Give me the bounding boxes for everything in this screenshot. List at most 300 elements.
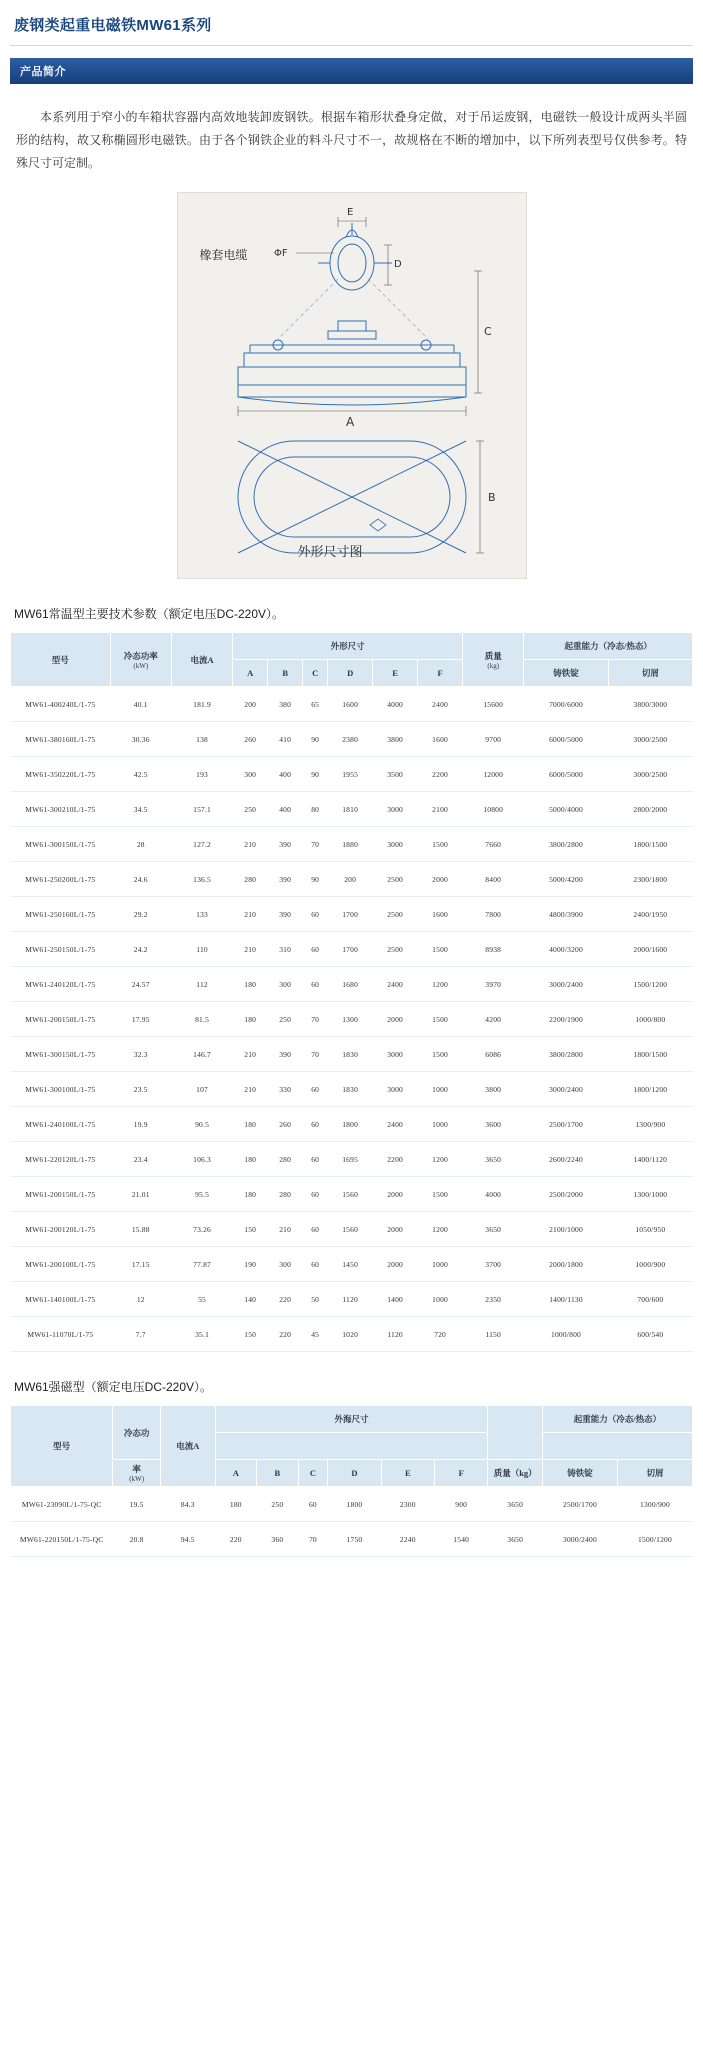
cell-value: 1300: [328, 1002, 373, 1037]
cell-value: 1500: [418, 1037, 463, 1072]
cell-model: MW61-300100L/1-75: [11, 1072, 111, 1107]
cell-value: 2100: [418, 792, 463, 827]
cell-value: 900: [435, 1487, 488, 1522]
th2-weight: [488, 1406, 543, 1460]
cell-model: MW61-400240L/1-75: [11, 687, 111, 722]
cell-model: MW61-380160L/1-75: [11, 722, 111, 757]
cell-value: 1800/1500: [608, 1037, 692, 1072]
th-power: [110, 633, 171, 687]
cell-value: 60: [303, 1072, 328, 1107]
cell-value: 260: [233, 722, 268, 757]
cell-value: 60: [303, 1212, 328, 1247]
cell-value: 3000/2400: [542, 1522, 617, 1557]
cell-value: 9700: [463, 722, 524, 757]
svg-text:B: B: [487, 491, 496, 505]
cell-value: 60: [303, 1107, 328, 1142]
cell-value: 300: [268, 1247, 303, 1282]
th2-dim-spacer: [215, 1433, 488, 1460]
cell-value: 2400/1950: [608, 897, 692, 932]
table-row: [11, 1072, 693, 1107]
cell-value: 2400: [373, 967, 418, 1002]
cell-value: 3000/2400: [524, 1072, 608, 1107]
cell-value: 1810: [328, 792, 373, 827]
th2-dim-d: D: [328, 1460, 381, 1487]
cell-value: 1200: [418, 1142, 463, 1177]
cell-value: 1000/800: [524, 1317, 608, 1352]
cell-value: 180: [215, 1487, 257, 1522]
table-row: [11, 687, 693, 722]
cell-value: 30.36: [110, 722, 171, 757]
th2-power-rate: 率: [132, 1464, 141, 1475]
cell-value: 3800/3000: [608, 687, 692, 722]
cell-value: 15.88: [110, 1212, 171, 1247]
cell-value: 1600: [328, 687, 373, 722]
th-weight-unit: (kg): [487, 661, 500, 670]
th2-dim-b: B: [257, 1460, 299, 1487]
th-dim-b: B: [268, 660, 303, 687]
cell-value: 3800/2800: [524, 827, 608, 862]
th-dim-d: D: [328, 660, 373, 687]
th-power-label: 冷态功率: [123, 650, 158, 661]
dimension-drawing: [177, 192, 527, 579]
th2-current: 电流A: [161, 1406, 216, 1487]
table-row: [11, 1142, 693, 1177]
cell-value: 2000: [373, 1247, 418, 1282]
cell-value: 1020: [328, 1317, 373, 1352]
cell-value: 28: [110, 827, 171, 862]
cell-value: 4000: [373, 687, 418, 722]
cell-value: 2380: [328, 722, 373, 757]
th-power-unit: (kW): [133, 661, 149, 670]
cell-value: 1540: [435, 1522, 488, 1557]
cell-value: 146.7: [171, 1037, 232, 1072]
cell-model: MW61-200120L/1-75: [11, 1212, 111, 1247]
cell-value: 2000: [373, 1177, 418, 1212]
table-row: [11, 722, 693, 757]
cell-value: 70: [303, 827, 328, 862]
cell-value: 1400: [373, 1282, 418, 1317]
th2-lifting-chips: 切屑: [617, 1460, 692, 1487]
cell-value: 2000: [418, 862, 463, 897]
svg-text:E: E: [346, 207, 353, 219]
cell-value: 1300/1000: [608, 1177, 692, 1212]
cell-value: 90.5: [171, 1107, 232, 1142]
title-divider: [10, 45, 693, 46]
cell-model: MW61-240100L/1-75: [11, 1107, 111, 1142]
cell-value: 1700: [328, 897, 373, 932]
cell-value: 15600: [463, 687, 524, 722]
cell-value: 3000: [373, 827, 418, 862]
cell-value: 24.57: [110, 967, 171, 1002]
table-row: [11, 1522, 693, 1557]
cell-value: 70: [298, 1522, 328, 1557]
cell-value: 300: [268, 967, 303, 1002]
cell-value: 1400/1130: [524, 1282, 608, 1317]
cell-value: 330: [268, 1072, 303, 1107]
cell-value: 5000/4200: [524, 862, 608, 897]
cell-value: 12: [110, 1282, 171, 1317]
cell-value: 3000/2400: [524, 967, 608, 1002]
cell-value: 2500/1700: [542, 1487, 617, 1522]
cell-value: 60: [303, 932, 328, 967]
cell-value: 700/600: [608, 1282, 692, 1317]
cell-value: 1400/1120: [608, 1142, 692, 1177]
th-dim-f: F: [418, 660, 463, 687]
th-dim-a: A: [233, 660, 268, 687]
cell-value: 70: [303, 1002, 328, 1037]
cell-value: 3000: [373, 1072, 418, 1107]
cell-value: 220: [268, 1282, 303, 1317]
cell-value: 6000/5000: [524, 757, 608, 792]
cell-value: 107: [171, 1072, 232, 1107]
cell-value: 180: [233, 967, 268, 1002]
cell-value: 5000/4000: [524, 792, 608, 827]
cell-model: MW61-200150L/1-75: [11, 1002, 111, 1037]
figure-container: [10, 192, 693, 579]
cell-value: 1560: [328, 1177, 373, 1212]
cell-value: 6000/5000: [524, 722, 608, 757]
cell-value: 2200: [373, 1142, 418, 1177]
cell-model: MW61-250160L/1-75: [11, 897, 111, 932]
cell-value: 65: [303, 687, 328, 722]
cell-value: 3650: [488, 1487, 543, 1522]
cell-value: 24.2: [110, 932, 171, 967]
cell-value: 7.7: [110, 1317, 171, 1352]
cell-value: 3650: [463, 1212, 524, 1247]
th-lifting: 起重能力（冷态/热态）: [524, 633, 693, 660]
cell-value: 1000: [418, 1247, 463, 1282]
table-row: [11, 1002, 693, 1037]
cell-value: 250: [233, 792, 268, 827]
cell-value: 1200: [418, 1212, 463, 1247]
cell-value: 1560: [328, 1212, 373, 1247]
th-weight: [463, 633, 524, 687]
cell-value: 84.3: [161, 1487, 216, 1522]
table-row: [11, 792, 693, 827]
cell-value: 3000: [373, 792, 418, 827]
cell-value: 60: [303, 1142, 328, 1177]
cell-value: 95.5: [171, 1177, 232, 1212]
cell-value: 140: [233, 1282, 268, 1317]
table-row: [11, 1247, 693, 1282]
cell-value: 8400: [463, 862, 524, 897]
cell-value: 23.5: [110, 1072, 171, 1107]
cell-value: 10800: [463, 792, 524, 827]
th-lifting-ingot: 铸铁锭: [524, 660, 608, 687]
th-dim-c: C: [303, 660, 328, 687]
cell-value: 106.3: [171, 1142, 232, 1177]
cell-value: 720: [418, 1317, 463, 1352]
cell-value: 300: [233, 757, 268, 792]
th2-weight-label: 质量（kg）: [488, 1460, 543, 1487]
cell-value: 60: [298, 1487, 328, 1522]
cell-value: 390: [268, 862, 303, 897]
cell-value: 390: [268, 897, 303, 932]
th2-dim-e: E: [381, 1460, 434, 1487]
table-row: [11, 1037, 693, 1072]
cell-value: 3800/2800: [524, 1037, 608, 1072]
cell-value: 3650: [463, 1142, 524, 1177]
cell-value: 3000/2500: [608, 757, 692, 792]
th2-lifting-ingot: 铸铁锭: [542, 1460, 617, 1487]
cell-value: 1500: [418, 1002, 463, 1037]
cell-value: 400: [268, 757, 303, 792]
cell-value: 1050/950: [608, 1212, 692, 1247]
table-row: [11, 827, 693, 862]
spec-table-normal-head: [11, 633, 693, 687]
th2-power-unit: [113, 1460, 161, 1487]
cell-value: 60: [303, 967, 328, 1002]
cell-value: 29.2: [110, 897, 171, 932]
th2-power-unit-label: (kW): [129, 1475, 145, 1484]
cell-value: 150: [233, 1317, 268, 1352]
cell-value: 136.5: [171, 862, 232, 897]
cell-value: 1000/800: [608, 1002, 692, 1037]
cell-value: 260: [268, 1107, 303, 1142]
cell-value: 1000/900: [608, 1247, 692, 1282]
cell-value: 90: [303, 757, 328, 792]
cell-value: 280: [233, 862, 268, 897]
cell-value: 19.5: [113, 1487, 161, 1522]
cell-value: 17.15: [110, 1247, 171, 1282]
th-weight-label: 质量: [484, 650, 502, 661]
table-row: [11, 1107, 693, 1142]
cell-value: 19.9: [110, 1107, 171, 1142]
cell-value: 3800: [373, 722, 418, 757]
cell-model: MW61-220150L/1-75-QC: [11, 1522, 113, 1557]
cell-value: 1500: [418, 932, 463, 967]
table-row: [11, 1177, 693, 1212]
cell-value: 1300/900: [617, 1487, 692, 1522]
cell-value: 180: [233, 1107, 268, 1142]
cell-value: 110: [171, 932, 232, 967]
cell-model: MW61-140100L/1-75: [11, 1282, 111, 1317]
cell-value: 180: [233, 1142, 268, 1177]
table-row: [11, 757, 693, 792]
svg-text:A: A: [345, 415, 354, 430]
cell-value: 210: [233, 1072, 268, 1107]
cell-value: 3600: [463, 1107, 524, 1142]
cell-value: 250: [257, 1487, 299, 1522]
cell-value: 600/540: [608, 1317, 692, 1352]
cell-value: 210: [268, 1212, 303, 1247]
cell-value: 190: [233, 1247, 268, 1282]
cell-model: MW61-250200L/1-75: [11, 862, 111, 897]
cell-value: 3650: [488, 1522, 543, 1557]
table-row: [11, 897, 693, 932]
cell-value: 410: [268, 722, 303, 757]
section-header-product-intro: 产品简介: [10, 58, 693, 84]
figure-caption: 外形尺寸图: [297, 545, 363, 561]
cell-value: 32.3: [110, 1037, 171, 1072]
cell-value: 1800: [328, 1487, 381, 1522]
cell-value: 60: [303, 1177, 328, 1212]
cell-value: 2200: [418, 757, 463, 792]
cell-model: MW61-200150L/1-75: [11, 1177, 111, 1212]
cell-value: 1150: [463, 1317, 524, 1352]
th2-lifting: 起重能力（冷态/热态）: [542, 1406, 692, 1433]
th2-power: 冷态功: [113, 1406, 161, 1460]
cell-value: 2800/2000: [608, 792, 692, 827]
spec-table-normal: [10, 632, 693, 1352]
cell-value: 1600: [418, 722, 463, 757]
th-model: 型号: [11, 633, 111, 687]
cell-value: 6086: [463, 1037, 524, 1072]
spec-table-strong-body: [11, 1487, 693, 1557]
cell-value: 1955: [328, 757, 373, 792]
cell-value: 1120: [328, 1282, 373, 1317]
th2-dim-c: C: [298, 1460, 328, 1487]
cell-value: 2400: [373, 1107, 418, 1142]
cell-value: 40.1: [110, 687, 171, 722]
cell-value: 60: [303, 1247, 328, 1282]
th-dim-e: E: [373, 660, 418, 687]
th2-dim-f: F: [435, 1460, 488, 1487]
cell-value: 250: [268, 1002, 303, 1037]
cell-value: 73.26: [171, 1212, 232, 1247]
cell-value: 4200: [463, 1002, 524, 1037]
cell-value: 1450: [328, 1247, 373, 1282]
cell-value: 1500/1200: [617, 1522, 692, 1557]
cell-value: 2000: [373, 1002, 418, 1037]
cell-value: 157.1: [171, 792, 232, 827]
cell-value: 81.5: [171, 1002, 232, 1037]
cell-value: 3000: [373, 1037, 418, 1072]
cell-value: 70: [303, 1037, 328, 1072]
cell-model: MW61-250150L/1-75: [11, 932, 111, 967]
cell-value: 2000: [373, 1212, 418, 1247]
cell-model: MW61-240120L/1-75: [11, 967, 111, 1002]
table-row: [11, 932, 693, 967]
header2-row-1: [11, 1406, 693, 1433]
cell-value: 2200/1900: [524, 1002, 608, 1037]
cell-value: 60: [303, 897, 328, 932]
cell-value: 1830: [328, 1072, 373, 1107]
cell-value: 77.87: [171, 1247, 232, 1282]
cell-model: MW61-300210L/1-75: [11, 792, 111, 827]
cell-value: 1830: [328, 1037, 373, 1072]
spec-table-strong-head: [11, 1406, 693, 1487]
th-dimensions: 外形尺寸: [233, 633, 463, 660]
cell-value: 133: [171, 897, 232, 932]
cell-model: MW61-200100L/1-75: [11, 1247, 111, 1282]
cell-value: 2500: [373, 897, 418, 932]
header2-row-3: [11, 1460, 693, 1487]
cell-value: 2000/1800: [524, 1247, 608, 1282]
th2-model: 型号: [11, 1406, 113, 1487]
th2-dim-a: A: [215, 1460, 257, 1487]
table-row: [11, 862, 693, 897]
cell-value: 200: [328, 862, 373, 897]
cell-value: 1600: [418, 897, 463, 932]
cell-value: 90: [303, 722, 328, 757]
cell-value: 50: [303, 1282, 328, 1317]
cell-value: 1500: [418, 1177, 463, 1212]
cell-value: 4000: [463, 1177, 524, 1212]
cell-value: 181.9: [171, 687, 232, 722]
cell-value: 1500/1200: [608, 967, 692, 1002]
cell-value: 42.5: [110, 757, 171, 792]
cell-value: 210: [233, 1037, 268, 1072]
cell-value: 390: [268, 1037, 303, 1072]
cell-value: 1200: [418, 967, 463, 1002]
cell-value: 24.6: [110, 862, 171, 897]
cell-model: MW61-23090L/1-75-QC: [11, 1487, 113, 1522]
cell-model: MW61-350220L/1-75: [11, 757, 111, 792]
svg-text:C: C: [483, 325, 492, 339]
cell-value: 2500/2000: [524, 1177, 608, 1212]
cell-value: 310: [268, 932, 303, 967]
cell-model: MW61-300150L/1-75: [11, 1037, 111, 1072]
page-title: 废钢类起重电磁铁MW61系列: [14, 17, 212, 34]
cell-value: 1800: [328, 1107, 373, 1142]
cell-value: 3000/2500: [608, 722, 692, 757]
cell-value: 200: [233, 687, 268, 722]
cell-value: 1000: [418, 1282, 463, 1317]
cell-value: 180: [233, 1002, 268, 1037]
cell-value: 2600/2240: [524, 1142, 608, 1177]
cell-value: 7000/6000: [524, 687, 608, 722]
cell-value: 210: [233, 897, 268, 932]
table1-title: MW61常温型主要技术参数（额定电压DC-220V）。: [14, 607, 285, 622]
cell-value: 2500: [373, 932, 418, 967]
cell-value: 220: [268, 1317, 303, 1352]
th2-lifting-spacer: [542, 1433, 692, 1460]
cell-value: 80: [303, 792, 328, 827]
cell-value: 7660: [463, 827, 524, 862]
table-row: [11, 967, 693, 1002]
cell-value: 150: [233, 1212, 268, 1247]
spec-table-strong: [10, 1405, 693, 1557]
cell-value: 280: [268, 1177, 303, 1212]
th2-dimensions: 外海尺寸: [215, 1406, 488, 1433]
cell-value: 2400: [418, 687, 463, 722]
cell-value: 12000: [463, 757, 524, 792]
cell-value: 1800/1500: [608, 827, 692, 862]
table2-title: MW61强磁型（额定电压DC-220V）。: [14, 1380, 213, 1395]
cell-value: 20.8: [113, 1522, 161, 1557]
cell-model: MW61-220120L/1-75: [11, 1142, 111, 1177]
cell-value: 2500/1700: [524, 1107, 608, 1142]
cell-value: 127.2: [171, 827, 232, 862]
cell-value: 23.4: [110, 1142, 171, 1177]
cable-label: 橡套电缆: [199, 248, 248, 263]
cell-value: 1000: [418, 1072, 463, 1107]
cell-value: 2240: [381, 1522, 434, 1557]
cell-value: 1880: [328, 827, 373, 862]
th-current: 电流A: [171, 633, 232, 687]
cell-value: 220: [215, 1522, 257, 1557]
cell-value: 1800/1200: [608, 1072, 692, 1107]
cell-value: 193: [171, 757, 232, 792]
cell-value: 3800: [463, 1072, 524, 1107]
cell-value: 1750: [328, 1522, 381, 1557]
cell-value: 112: [171, 967, 232, 1002]
cell-value: 21.01: [110, 1177, 171, 1212]
cell-value: 3700: [463, 1247, 524, 1282]
cell-value: 1120: [373, 1317, 418, 1352]
cell-value: 3500: [373, 757, 418, 792]
cell-value: 380: [268, 687, 303, 722]
intro-paragraph: 本系列用于窄小的车箱状容器内高效地装卸废钢铁。根据车箱形状叠身定做，对于吊运废钢，电磁铁一般设计成两头半圆形的结构，故又称椭圆形电磁铁。由于各个钢铁企业的料斗尺寸不一，故规格在不断的增加中，以下所列表型号仅供参考。特殊尺寸可定制。: [16, 110, 687, 170]
table-row: [11, 1487, 693, 1522]
cell-value: 94.5: [161, 1522, 216, 1557]
svg-text:ΦF: ΦF: [273, 248, 288, 260]
spec-table-normal-body: [11, 687, 693, 1352]
cell-value: 4800/3900: [524, 897, 608, 932]
cell-value: 2350: [463, 1282, 524, 1317]
cell-value: 45: [303, 1317, 328, 1352]
